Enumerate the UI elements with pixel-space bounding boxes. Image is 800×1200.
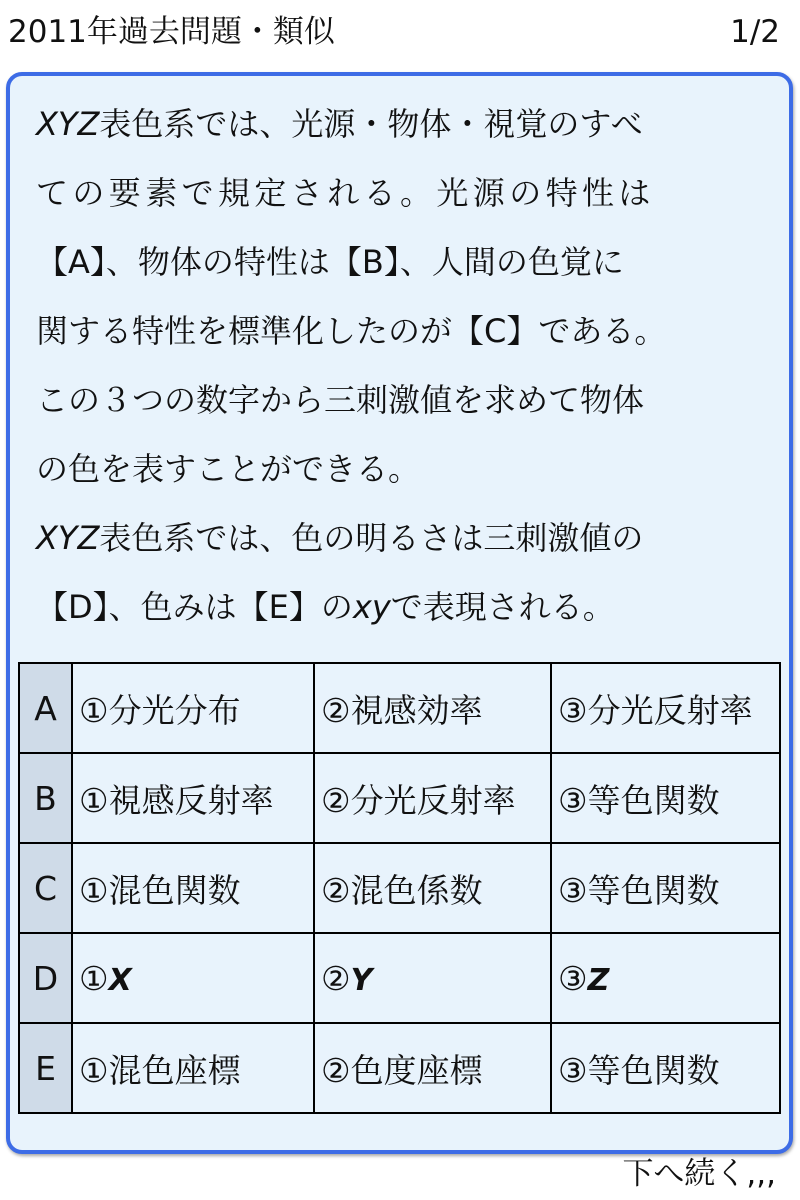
option-variable: X (108, 962, 132, 998)
option-number: ② (321, 958, 351, 998)
question-line-6: の色を表すことができる。 (36, 450, 421, 488)
option-cell[interactable]: ②色度座標 (314, 1023, 551, 1113)
page-counter: 1/2 (730, 14, 780, 50)
continue-link[interactable]: 下へ続く,,, (622, 1156, 776, 1192)
question-text-segment: 表色系では、光源・物体・視覚のすべ (99, 105, 643, 143)
option-number: ① (79, 958, 109, 998)
option-cell[interactable]: ③等色関数 (551, 1023, 780, 1113)
answer-table (18, 662, 781, 1114)
row-label: D (19, 933, 72, 1023)
option-number: ③ (558, 958, 588, 998)
table-row-d (19, 933, 780, 1023)
option-cell[interactable] (314, 933, 551, 1023)
option-cell[interactable]: ①混色関数 (72, 843, 314, 933)
option-cell[interactable] (551, 933, 780, 1023)
option-variable: Y (350, 962, 373, 998)
question-text-segment: で表現される。 (390, 588, 615, 626)
row-label: C (19, 843, 72, 933)
option-cell[interactable]: ②分光反射率 (314, 753, 551, 843)
xy-term: xy (352, 588, 391, 626)
xyz-term: XYZ (36, 105, 100, 143)
question-line-2: ての要素で規定される。光源の特性は (36, 174, 655, 212)
question-line-8 (36, 573, 778, 642)
option-cell[interactable]: ②視感効率 (314, 663, 551, 753)
question-text-segment: 表色系では、色の明るさは三刺激値の (99, 519, 644, 557)
question-line-4: 関する特性を標準化したのが【C】である。 (36, 312, 667, 350)
question-line-5: この３つの数字から三刺激値を求めて物体 (36, 381, 645, 419)
option-cell[interactable]: ③等色関数 (551, 843, 780, 933)
row-label: E (19, 1023, 72, 1113)
row-label: B (19, 753, 72, 843)
table-row-b (19, 753, 780, 843)
option-cell[interactable]: ①視感反射率 (72, 753, 314, 843)
row-label: A (19, 663, 72, 753)
option-cell[interactable]: ③等色関数 (551, 753, 780, 843)
question-line-1 (36, 90, 778, 159)
question-text (36, 90, 778, 642)
table-row-a (19, 663, 780, 753)
option-cell[interactable]: ①分光分布 (72, 663, 314, 753)
question-text-segment: 【D】、色みは【E】の (36, 588, 353, 626)
question-line-7 (36, 504, 778, 573)
option-cell[interactable]: ③分光反射率 (551, 663, 780, 753)
option-variable: Z (587, 962, 610, 998)
option-cell[interactable] (72, 933, 314, 1023)
table-row-c (19, 843, 780, 933)
question-card (6, 72, 793, 1154)
table-row-e (19, 1023, 780, 1113)
option-cell[interactable]: ①混色座標 (72, 1023, 314, 1113)
question-line-3: 【A】、物体の特性は【B】、人間の色覚に (36, 243, 624, 281)
xyz-term: XYZ (36, 519, 100, 557)
page-title: 2011年過去問題・類似 (8, 14, 335, 50)
option-cell[interactable]: ②混色係数 (314, 843, 551, 933)
